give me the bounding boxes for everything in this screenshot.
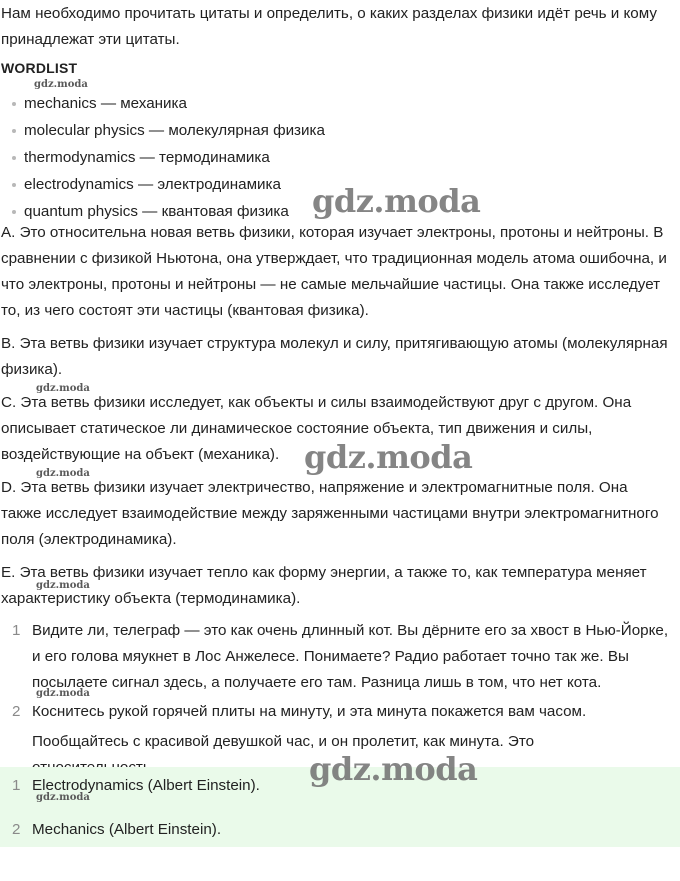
answer-number: 1 [12, 777, 21, 794]
watermark-small: gdz.moda [36, 792, 90, 803]
wordlist-item [12, 90, 325, 117]
quote-text: Видите ли, телеграф — это как очень длинный кот. Вы дёрните его за хвост в Нью-Йорке, и его голова мяукнет в Лос Анжелесе. Понимаете? Радио работает точно так же. Вы посылаете сигнал здесь, а получаете его там. Разница лишь в том, что нет кота. [32, 622, 669, 691]
wordlist-item [12, 171, 325, 198]
bullet-icon [12, 129, 16, 133]
paragraph-c: C. Эта ветвь физики исследует, как объекты и силы взаимодействуют друг с другом. Она описывает статическое ли динамическое состояние объекта, тип движения и силы, воздействующие на объект (механика). [1, 394, 632, 463]
watermark-small: gdz.moda [34, 79, 88, 90]
bullet-icon [12, 102, 16, 106]
wordlist-item-text: mechanics — механика [24, 94, 187, 112]
wordlist-item-text: quantum physics — квантовая физика [24, 202, 289, 220]
quote-text-continued: Пообщайтесь с красивой девушкой час, и он пролетит, как минута. Это [32, 733, 535, 750]
wordlist-item-text: molecular physics — молекулярная физика [24, 121, 325, 139]
wordlist [12, 90, 325, 225]
watermark-small: gdz.moda [36, 580, 90, 591]
quote-number: 2 [12, 703, 21, 720]
answer-number: 2 [12, 821, 21, 838]
intro-text: Нам необходимо прочитать цитаты и определить, о каких разделах физики идёт речь и кому принадлежат эти цитаты. [1, 5, 657, 48]
watermark-large: gdz.moda [304, 438, 473, 476]
paragraph-a: A. Это относительна новая ветвь физики, которая изучает электроны, протоны и нейтроны. В сравнении с физикой Ньютона, она утверждает, что традиционная модель атома ошибочна, и что электроны, протоны и нейтроны — не самые мельчайшие частицы. Она также исследует то, из чего состоят эти частицы (квантовая физика). [1, 224, 667, 319]
bullet-icon [12, 183, 16, 187]
wordlist-item-text: electrodynamics — электродинамика [24, 175, 281, 193]
quote-text: Коснитесь рукой горячей плиты на минуту, и эта минута покажется вам часом. [32, 703, 587, 720]
paragraph-e: E. Эта ветвь физики изучает тепло как форму энергии, а также то, как температура меняет характеристику объекта (термодинамика). [1, 564, 647, 607]
wordlist-item [12, 117, 325, 144]
quote-number: 1 [12, 622, 21, 639]
watermark-large: gdz.moda [309, 750, 478, 788]
wordlist-item-text: thermodynamics — термодинамика [24, 148, 270, 166]
bullet-icon [12, 156, 16, 160]
bullet-icon [12, 210, 16, 214]
watermark-large: gdz.moda [312, 182, 481, 220]
watermark-small: gdz.moda [36, 468, 90, 479]
wordlist-item [12, 144, 325, 171]
paragraph-d: D. Эта ветвь физики изучает электричество, напряжение и электромагнитные поля. Она также исследует взаимодействие между заряженными частицами внутри электромагнитного поля (электродинамика). [1, 479, 659, 548]
watermark-small: gdz.moda [36, 383, 90, 394]
watermark-small: gdz.moda [36, 688, 90, 699]
answer-text: Electrodynamics (Albert Einstein). [32, 777, 260, 794]
wordlist-title: WORDLIST [1, 60, 78, 76]
paragraph-b: B. Эта ветвь физики изучает структура молекул и силу, притягивающую атомы (молекулярная физика). [1, 335, 668, 378]
answer-text: Mechanics (Albert Einstein). [32, 821, 222, 838]
